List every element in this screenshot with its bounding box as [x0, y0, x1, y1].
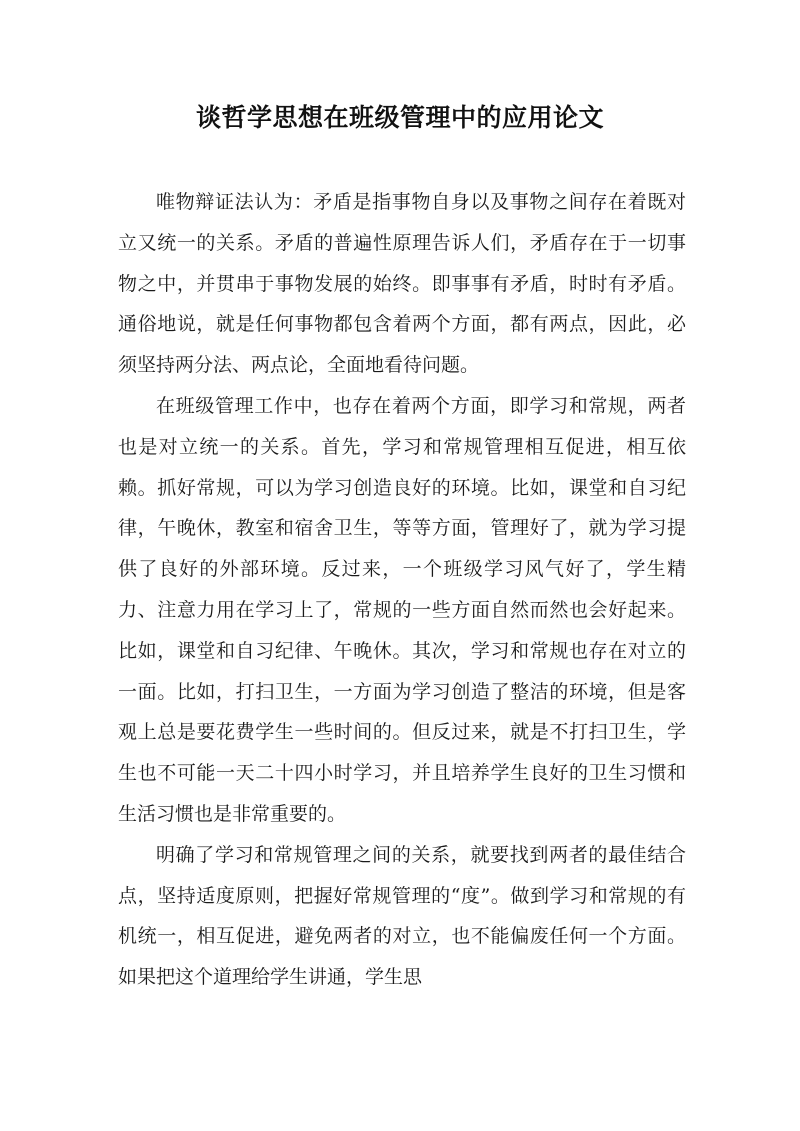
document-title: 谈哲学思想在班级管理中的应用论文: [195, 103, 604, 132]
paragraph-2: 在班级管理工作中，也存在着两个方面，即学习和常规，两者也是对立统一的关系。首先，学习和常规管理相互促进，相互依赖。抓好常规，可以为学习创造良好的环境。比如，课堂和自习纪律，午晚休，教室和宿舍卫生，等等方面，管理好了，就为学习提供了良好的外部环境。反过来，一个班级学习风气好了，学生精力、注意力用在学习上了，常规的一些方面自然而然也会好起来。比如，课堂和自习纪律、午晚休。其次，学习和常规也存在对立的一面。比如，打扫卫生，一方面为学习创造了整洁的环境，但是客观上总是要花费学生一些时间的。但反过来，就是不打扫卫生，学生也不可能一天二十四小时学习，并且培养学生良好的卫生习惯和生活习惯也是非常重要的。: [118, 394, 686, 825]
paragraph-3: 明确了学习和常规管理之间的关系，就要找到两者的最佳结合点，坚持适度原则，把握好常规管理的“度”。做到学习和常规的有机统一，相互促进，避免两者的对立，也不能偏废任何一个方面。如果把这个道理给学生讲通，学生思: [118, 843, 686, 989]
document-body: [118, 182, 686, 998]
paragraph-1: 唯物辩证法认为：矛盾是指事物自身以及事物之间存在着既对立又统一的关系。矛盾的普遍性原理告诉人们，矛盾存在于一切事物之中，并贯串于事物发展的始终。即事事有矛盾，时时有矛盾。通俗地说，就是任何事物都包含着两个方面，都有两点，因此，必须坚持两分法、两点论，全面地看待问题。: [118, 191, 686, 377]
